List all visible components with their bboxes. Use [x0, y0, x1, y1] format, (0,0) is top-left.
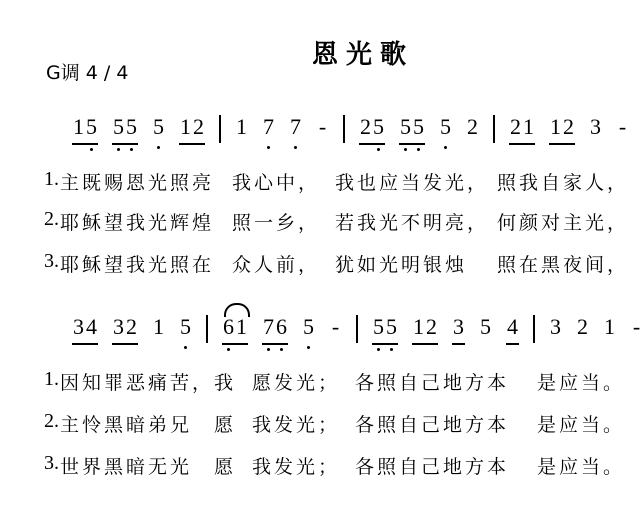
lyric-phrase: 我 [214, 372, 237, 394]
note: 2 [467, 114, 478, 139]
lyric-phrase: 耶稣望我光辉煌 [60, 212, 215, 234]
note: 4 [86, 314, 97, 339]
beat [466, 115, 479, 143]
note: 7 [263, 114, 274, 139]
beat [302, 315, 315, 343]
beat [479, 315, 492, 343]
lyric-phrase: 耶稣望我光照在 [60, 254, 215, 276]
beat [72, 115, 98, 145]
note: 2 [193, 114, 204, 139]
lyric-phrase: 犹如光明银烛 [335, 254, 468, 276]
beat [399, 115, 425, 145]
barline [533, 315, 535, 343]
note: 5 [373, 114, 384, 139]
note: 6 [223, 314, 234, 339]
verse-number: 3. [44, 250, 59, 272]
beat [262, 115, 275, 143]
lyric-phrase: 各照自己地方本 [355, 372, 510, 394]
lyric-phrase: 何颜对主光， [497, 212, 630, 234]
note: 2 [510, 114, 521, 139]
lyric-phrase: 愿发光； [252, 372, 341, 394]
note: 5 [126, 114, 137, 139]
lyric-phrase: 世界黑暗无光 [60, 456, 193, 478]
beat [179, 115, 205, 145]
note: 2 [563, 114, 574, 139]
lyric-phrase: 主既赐恩光照亮 [60, 172, 215, 194]
beat [112, 315, 138, 345]
lyric-phrase: 我发光； [252, 414, 341, 436]
note: 2 [426, 314, 437, 339]
dash-extension: - [632, 314, 640, 339]
note: 2 [360, 114, 371, 139]
lyric-phrase: 各照自己地方本 [355, 414, 510, 436]
beat [359, 115, 385, 145]
note: 5 [413, 114, 424, 139]
note: 2 [577, 314, 588, 339]
note: 1 [604, 314, 615, 339]
barline [356, 315, 358, 343]
note: 5 [480, 314, 491, 339]
note: 5 [400, 114, 411, 139]
lyric-phrase: 照我自家人， [497, 172, 630, 194]
beat [372, 315, 398, 345]
lyric-phrase: 众人前， [232, 254, 321, 276]
beat [603, 315, 616, 343]
notation-line-2 [72, 315, 640, 345]
note: 5 [153, 114, 164, 139]
note: 1 [550, 114, 561, 139]
lyric-phrase: 是应当。 [537, 372, 626, 394]
beat [316, 115, 329, 143]
beat [152, 315, 165, 343]
beat [549, 115, 575, 145]
lyric-phrase: 各照自己地方本 [355, 456, 510, 478]
note: 5 [86, 114, 97, 139]
note: 3 [590, 114, 601, 139]
note: 1 [180, 114, 191, 139]
lyric-phrase: 愿 [214, 456, 237, 478]
barline [206, 315, 208, 343]
note: 3 [453, 314, 464, 339]
note: 3 [73, 314, 84, 339]
beat [452, 315, 465, 345]
lyric-phrase: 是应当。 [537, 414, 626, 436]
note: 1 [153, 314, 164, 339]
beat [589, 115, 602, 143]
beat [329, 315, 342, 343]
note: 4 [507, 314, 518, 339]
note: 3 [550, 314, 561, 339]
beat [412, 315, 438, 345]
beat [549, 315, 562, 343]
beat [576, 315, 589, 343]
note: 5 [180, 314, 191, 339]
beat [506, 315, 519, 345]
note: 3 [113, 314, 124, 339]
verse-number: 3. [44, 452, 59, 474]
beat [630, 315, 640, 343]
barline [493, 115, 495, 143]
note: 6 [276, 314, 287, 339]
lyric-phrase: 我发光； [252, 456, 341, 478]
beat [152, 115, 165, 143]
beat [262, 315, 288, 345]
lyric-phrase: 我也应当发光， [335, 172, 490, 194]
note: 1 [413, 314, 424, 339]
note: 1 [236, 114, 247, 139]
song-title: 恩光歌 [312, 40, 415, 70]
lyric-phrase: 我心中， [232, 172, 321, 194]
note: 7 [290, 114, 301, 139]
lyric-phrase: 照在黑夜间， [497, 254, 630, 276]
beat [72, 315, 98, 345]
note: 1 [73, 114, 84, 139]
beat [509, 115, 535, 145]
note: 5 [386, 314, 397, 339]
lyric-phrase: 是应当。 [537, 456, 626, 478]
dash-extension: - [618, 114, 627, 139]
note: 1 [523, 114, 534, 139]
beat [179, 315, 192, 343]
lyric-phrase: 愿 [214, 414, 237, 436]
beat [439, 115, 452, 143]
note: 5 [113, 114, 124, 139]
dash-extension: - [331, 314, 340, 339]
note: 1 [236, 314, 247, 339]
barline [219, 115, 221, 143]
barline [343, 115, 345, 143]
notation-line-1 [72, 115, 640, 145]
beat [235, 115, 248, 143]
lyric-phrase: 照一乡， [232, 212, 321, 234]
beat [112, 115, 138, 145]
beat [222, 315, 248, 345]
note: 2 [126, 314, 137, 339]
key-signature: G调 4 / 4 [46, 62, 129, 84]
note: 5 [303, 314, 314, 339]
beat [289, 115, 302, 143]
note: 5 [440, 114, 451, 139]
verse-number: 2. [44, 410, 59, 432]
verse-number: 1. [44, 368, 59, 390]
verse-number: 1. [44, 168, 59, 190]
dash-extension: - [318, 114, 327, 139]
lyric-phrase: 主怜黑暗弟兄 [60, 414, 193, 436]
lyric-phrase: 因知罪恶痛苦， [60, 372, 215, 394]
note: 7 [263, 314, 274, 339]
note: 5 [373, 314, 384, 339]
lyric-phrase: 若我光不明亮， [335, 212, 490, 234]
verse-number: 2. [44, 208, 59, 230]
beat [616, 115, 629, 143]
